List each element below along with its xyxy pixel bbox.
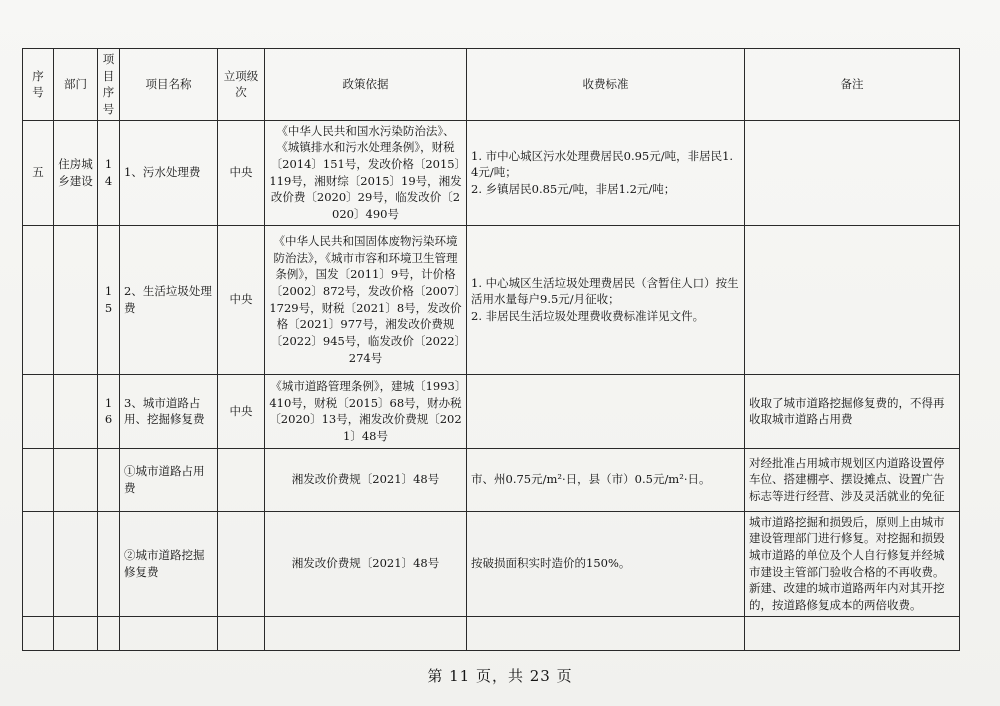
page-number-footer: 第 11 页，共 23 页 xyxy=(427,667,573,685)
row-level: 中央 xyxy=(218,374,265,448)
row-item-seq xyxy=(98,616,120,650)
header-seq: 序号 xyxy=(23,49,54,121)
row-item-seq: 14 xyxy=(98,120,120,225)
row-standard: 市、州0.75元/m²·日，县（市）0.5元/m²·日。 xyxy=(467,448,745,511)
row-dept xyxy=(54,448,98,511)
row-dept: 住房城乡建设 xyxy=(54,120,98,225)
header-standard: 收费标准 xyxy=(467,49,745,121)
fee-table xyxy=(22,48,960,651)
row-item-seq xyxy=(98,511,120,616)
row-item-seq xyxy=(98,448,120,511)
row-basis: 《中华人民共和国固体废物污染环境防治法》，《城市市容和环境卫生管理条例》，国发〔2011〕9号，计价格〔2002〕872号，发改价格〔2007〕1729号，财税〔2021〕8号，发改价格〔2021〕977号，湘发改价费规〔2022〕945号，临发改价〔2022〕274号 xyxy=(265,225,467,374)
row-basis: 湘发改价费规〔2021〕48号 xyxy=(265,511,467,616)
row-dept xyxy=(54,511,98,616)
row-item-name: 1、污水处理费 xyxy=(120,120,218,225)
row-dept xyxy=(54,225,98,374)
row-item-name: ①城市道路占用费 xyxy=(120,448,218,511)
row-item-name: 2、生活垃圾处理费 xyxy=(120,225,218,374)
header-item-seq: 项目序号 xyxy=(98,49,120,121)
header-item-name: 项目名称 xyxy=(120,49,218,121)
header-dept: 部门 xyxy=(54,49,98,121)
row-basis xyxy=(265,616,467,650)
row-level xyxy=(218,448,265,511)
row-seq xyxy=(23,225,54,374)
row-level: 中央 xyxy=(218,120,265,225)
table-row xyxy=(23,120,960,225)
row-item-name: ②城市道路挖掘修复费 xyxy=(120,511,218,616)
row-level: 中央 xyxy=(218,225,265,374)
table-row-cut-off xyxy=(23,616,960,650)
row-note xyxy=(745,225,960,374)
row-note: 收取了城市道路挖掘修复费的，不得再收取城市道路占用费 xyxy=(745,374,960,448)
row-standard: 按破损面积实时造价的150%。 xyxy=(467,511,745,616)
row-item-name xyxy=(120,616,218,650)
row-standard: 1. 中心城区生活垃圾处理费居民（含暂住人口）按生活用水量每户9.5元/月征收； 2. 非居民生活垃圾处理费收费标准详见文件。 xyxy=(467,225,745,374)
row-level xyxy=(218,616,265,650)
row-seq xyxy=(23,374,54,448)
row-basis: 湘发改价费规〔2021〕48号 xyxy=(265,448,467,511)
row-item-seq: 15 xyxy=(98,225,120,374)
header-basis: 政策依据 xyxy=(265,49,467,121)
header-note: 备注 xyxy=(745,49,960,121)
row-standard xyxy=(467,616,745,650)
row-seq xyxy=(23,448,54,511)
table-header-row xyxy=(23,49,960,121)
row-note: 对经批准占用城市规划区内道路设置停车位、搭建棚亭、摆设摊点、设置广告标志等进行经营、涉及灵活就业的免征 xyxy=(745,448,960,511)
row-note xyxy=(745,616,960,650)
table-row xyxy=(23,448,960,511)
row-dept xyxy=(54,616,98,650)
row-basis: 《中华人民共和国水污染防治法》、《城镇排水和污水处理条例》，财税〔2014〕151号，发改价格〔2015〕119号，湘财综〔2015〕19号，湘发改价费〔2020〕29号，临发改价〔2020〕490号 xyxy=(265,120,467,225)
row-note: 城市道路挖掘和损毁后，原则上由城市建设管理部门进行修复。对挖掘和损毁城市道路的单位及个人自行修复并经城市建设主管部门验收合格的不再收费。新建、改建的城市道路两年内对其开挖的，按道路修复成本的两倍收费。 xyxy=(745,511,960,616)
row-basis: 《城市道路管理条例》，建城〔1993〕410号，财税〔2015〕68号，财办税〔2020〕13号，湘发改价费规〔2021〕48号 xyxy=(265,374,467,448)
table-row xyxy=(23,225,960,374)
row-standard xyxy=(467,374,745,448)
header-level: 立项级次 xyxy=(218,49,265,121)
row-standard: 1. 市中心城区污水处理费居民0.95元/吨，非居民1.4元/吨； 2. 乡镇居民0.85元/吨，非居1.2元/吨； xyxy=(467,120,745,225)
row-level xyxy=(218,511,265,616)
row-item-name: 3、城市道路占用、挖掘修复费 xyxy=(120,374,218,448)
row-note xyxy=(745,120,960,225)
row-dept xyxy=(54,374,98,448)
row-seq xyxy=(23,511,54,616)
row-seq xyxy=(23,616,54,650)
row-seq: 五 xyxy=(23,120,54,225)
table-row xyxy=(23,511,960,616)
table-row xyxy=(23,374,960,448)
row-item-seq: 16 xyxy=(98,374,120,448)
